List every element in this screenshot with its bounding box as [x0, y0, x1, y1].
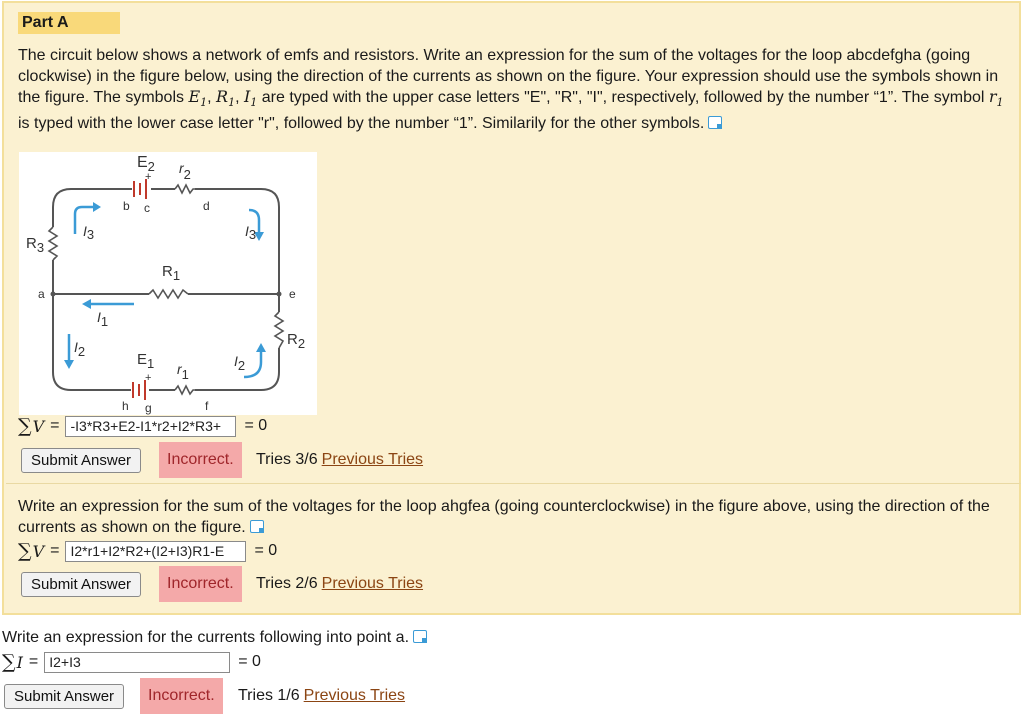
- circuit-diagram: [19, 152, 317, 415]
- q1-equals-zero: = 0: [244, 417, 268, 434]
- q2-previous-tries-link[interactable]: Previous Tries: [321, 575, 424, 592]
- symbol-r1-upper: $R_1$: [216, 87, 236, 110]
- arrowhead-i1: [82, 299, 91, 309]
- part-label: Part A: [18, 12, 120, 34]
- q3-equals: =: [28, 653, 39, 670]
- wire-top-left: [53, 189, 132, 207]
- battery-e1: [133, 380, 145, 400]
- label-i1: I1: [97, 309, 109, 329]
- label-r2-internal: r2: [179, 160, 191, 182]
- hint-note-icon[interactable]: [708, 116, 722, 129]
- q1-answer-input[interactable]: [65, 416, 236, 437]
- q3-prompt: Write an expression for the currents following into point a.: [2, 628, 427, 648]
- q1-equation-row: [18, 415, 267, 437]
- resistor-r2: [275, 312, 283, 348]
- label-c: c: [144, 201, 150, 215]
- q2-equals-zero: = 0: [254, 542, 278, 559]
- label-i2-right: I2: [234, 353, 246, 373]
- label-a: a: [38, 287, 45, 301]
- q2-prompt: Write an expression for the sum of the voltages for the loop ahgfea (going counterclockwise) in the figure above, using the direction of the currents as shown on the figure.: [18, 498, 990, 536]
- q2-tries: [256, 574, 423, 594]
- problem-text-1: The circuit below shows a network of emfs and resistors. Write an expression for the sum of the voltages for the loop abcdefgha (going clockwise) in the figure below, using the direction of the currents as shown on the figure. Your expression should use the symbols shown in the figure. The symbols: [18, 47, 999, 107]
- wire-left-bottom: [53, 260, 131, 390]
- label-plus-top: +: [145, 171, 152, 183]
- q1-submit-button[interactable]: Submit Answer: [21, 448, 141, 473]
- problem-text-3: is typed with the lower case letter "r", followed by the number “1”. Similarily for the other symbols.: [18, 115, 705, 133]
- q2-equals: =: [50, 542, 60, 559]
- q2-variable: V: [32, 541, 45, 561]
- q1-previous-tries-link[interactable]: Previous Tries: [321, 451, 424, 468]
- problem-text-2: are typed with the upper case letters "E", "R", "I", respectively, followed by the number “1”. The symbol: [257, 89, 989, 107]
- arrow-i2-right: [244, 352, 261, 377]
- q2-answer-input[interactable]: [65, 541, 246, 562]
- q2-sigma: ∑: [18, 540, 32, 562]
- label-d: d: [203, 199, 210, 213]
- arrowhead-i2-right: [256, 343, 266, 352]
- q2-tries-count: Tries 2/6: [256, 575, 318, 592]
- symbol-i1: $I_1$: [243, 87, 258, 110]
- q1-variable: V: [32, 416, 45, 436]
- q2-equation-row: [18, 540, 277, 562]
- q2-hint-note-icon[interactable]: [250, 520, 264, 533]
- circuit-figure: [19, 152, 317, 415]
- label-h: h: [122, 399, 129, 413]
- q3-tries: [238, 686, 405, 706]
- symbol-r1-lower: $r_1$: [988, 87, 1004, 110]
- label-e1: E1: [137, 351, 155, 371]
- question-divider: [6, 483, 1021, 484]
- q3-tries-count: Tries 1/6: [238, 687, 300, 704]
- node-a: [51, 292, 56, 297]
- arrowhead-i3-left: [93, 202, 101, 212]
- q1-tries: [256, 450, 423, 470]
- q3-status-badge: Incorrect.: [140, 678, 223, 714]
- q1-status-badge: Incorrect.: [159, 442, 242, 478]
- arrowhead-i2-left: [64, 360, 74, 369]
- q3-variable: I: [16, 652, 23, 672]
- label-plus-bottom: +: [145, 372, 152, 384]
- q3-equals-zero: = 0: [238, 653, 261, 670]
- q3-submit-button[interactable]: Submit Answer: [4, 684, 124, 709]
- q2-status-badge: Incorrect.: [159, 566, 242, 602]
- label-r2: R2: [287, 331, 306, 351]
- resistor-r1: [149, 290, 188, 298]
- label-r1-internal: r1: [177, 361, 189, 382]
- q3-equation-row: [2, 651, 261, 673]
- q3-previous-tries-link[interactable]: Previous Tries: [303, 687, 406, 704]
- label-e: e: [289, 287, 296, 301]
- resistor-r2-internal: [175, 185, 195, 193]
- symbol-e1: $E_1$: [188, 87, 208, 110]
- resistor-r1-internal: [175, 386, 195, 394]
- q3-answer-input[interactable]: [44, 652, 230, 673]
- label-i3-left: I3: [83, 223, 95, 242]
- label-i2-left: I2: [74, 339, 86, 359]
- q3-sigma: ∑: [2, 651, 16, 673]
- label-b: b: [123, 199, 130, 213]
- problem-text: The circuit below shows a network of emfs and resistors. Write an expression for the sum of the voltages for the loop abcdefgha (going clockwise) in the figure below, using the direction of the currents as shown on the figure. Your expression should use the symbols shown in the figure. The symbols $E_1$, $R_1$, $I_1$ are typed with the upper case letters "E", "R", "I", respectively, followed by the number “1”. The symbol $r_1$ is typed with the lower case letter "r", followed by the number “1”. Similarily for the other symbols.: [18, 47, 1004, 133]
- q1-tries-count: Tries 3/6: [256, 451, 318, 468]
- q1-sigma: ∑: [18, 415, 32, 437]
- label-r1: R1: [162, 263, 181, 283]
- label-i3-right: I3: [245, 223, 257, 242]
- resistor-r3: [49, 227, 57, 260]
- label-e2: $E_2$: [137, 154, 155, 174]
- q1-equals: =: [50, 417, 60, 434]
- q3-hint-note-icon[interactable]: [413, 630, 427, 643]
- node-e: [277, 292, 282, 297]
- label-g: g: [145, 401, 152, 415]
- label-f: f: [205, 399, 209, 413]
- part-a-panel: [2, 1, 1021, 615]
- label-r3: R3: [26, 235, 45, 255]
- q2-submit-button[interactable]: Submit Answer: [21, 572, 141, 597]
